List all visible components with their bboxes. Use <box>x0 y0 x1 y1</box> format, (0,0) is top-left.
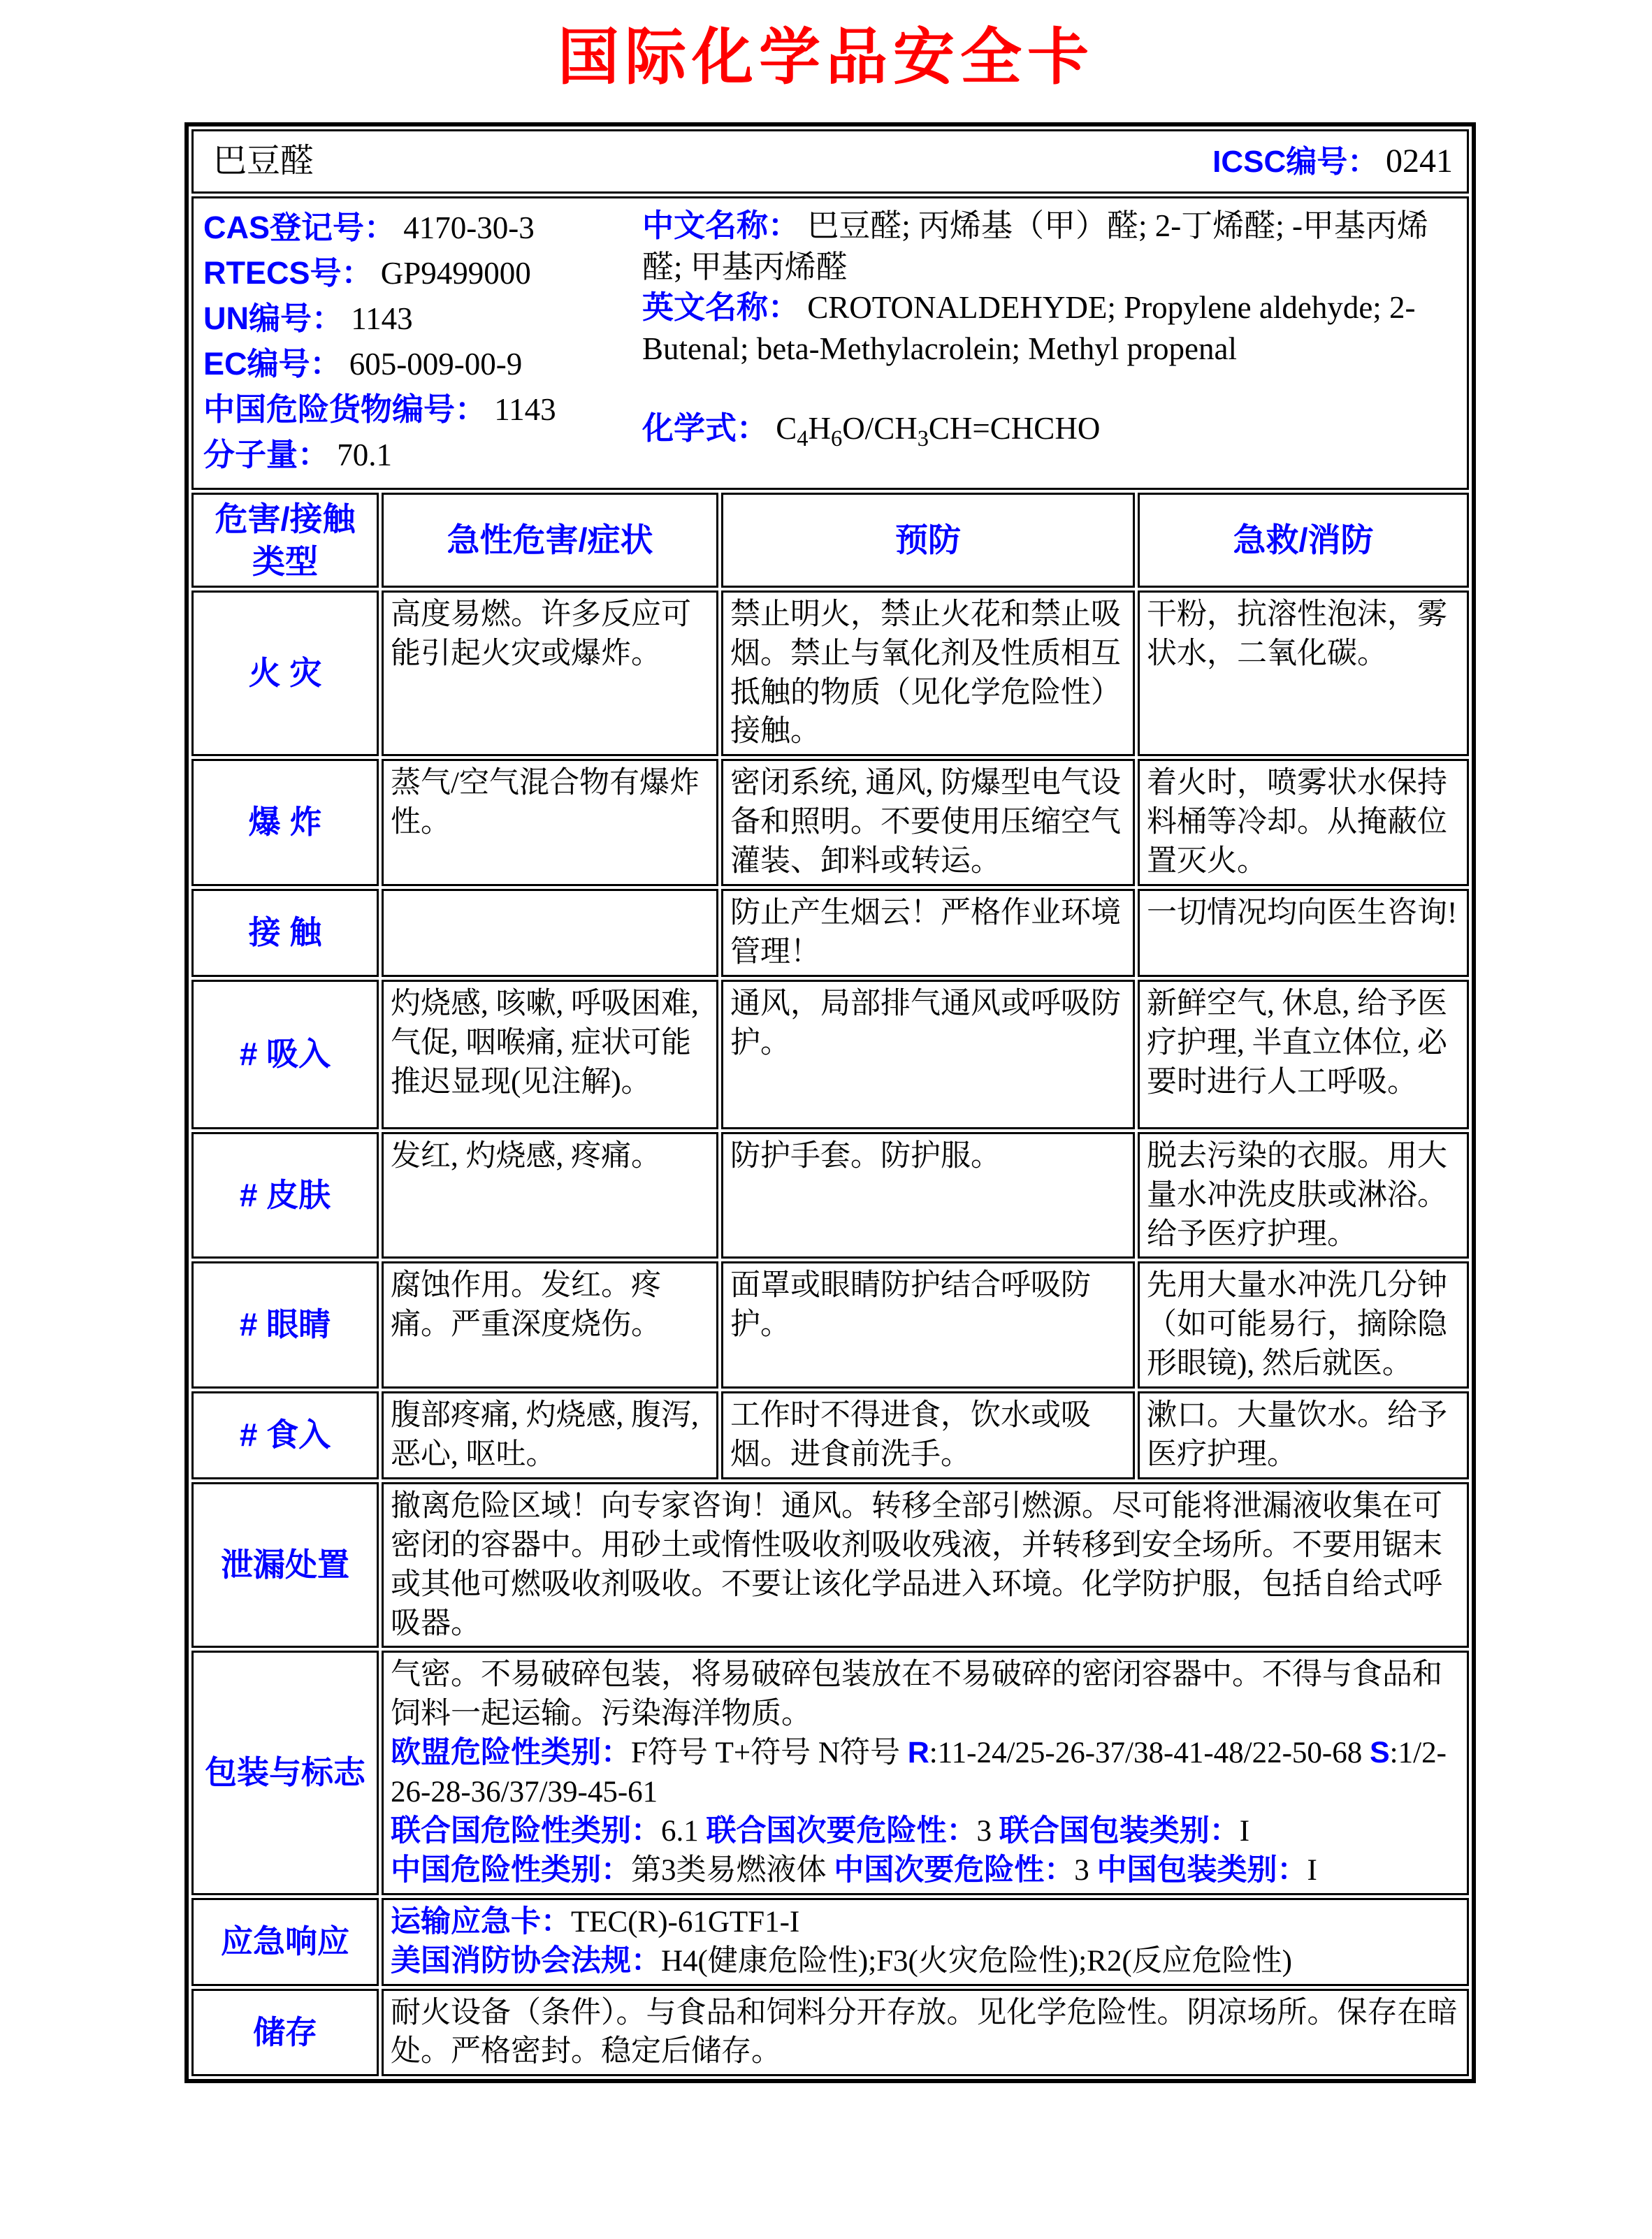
identity-cell <box>191 196 1469 489</box>
packaging-type-cell: 包装与标志 <box>191 1651 379 1894</box>
inhalation-prevention-cell: 通风，局部排气通风或呼吸防护。 <box>721 980 1135 1129</box>
table-row-contact <box>191 889 1469 977</box>
page-title: 国际化学品安全卡 <box>557 22 1094 92</box>
header-symptoms: 急性危害/症状 <box>382 493 718 588</box>
contact-type-cell: 接 触 <box>191 889 379 977</box>
cas-label: CAS登记号： <box>203 210 396 246</box>
identifier-list <box>203 205 642 477</box>
table-row-fire <box>191 590 1469 757</box>
ec-label: EC编号： <box>203 345 342 382</box>
skin-prevention-cell: 防护手套。防护服。 <box>721 1132 1135 1259</box>
eyes-firstaid-cell: 先用大量水冲洗几分钟（如可能易行，摘除隐形眼镜), 然后就医。 <box>1138 1261 1469 1389</box>
name-header-row <box>191 129 1469 194</box>
rtecs-label: RTECS号： <box>203 255 373 291</box>
header-hazard-type: 危害/接触类型 <box>191 493 379 588</box>
name-header-cell <box>191 129 1469 194</box>
icsc-card <box>184 122 1476 2084</box>
storage-content-cell: 耐火设备（条件）。与食品和饲料分开存放。见化学危险性。阴凉场所。保存在暗处。严格密封。稳定后储存。 <box>382 1989 1469 2077</box>
spillage-type-cell: 泄漏处置 <box>191 1482 379 1649</box>
ec-number-line <box>203 342 642 387</box>
cas-number-line <box>203 205 642 251</box>
name-bar <box>201 134 1460 189</box>
icsc-value: 0241 <box>1386 142 1454 180</box>
storage-type-cell: 储存 <box>191 1989 379 2077</box>
explosion-prevention-cell: 密闭系统, 通风, 防爆型电气设备和照明。不要使用压缩空气灌装、卸料或转运。 <box>721 759 1135 886</box>
chinese-name-label: 中文名称： <box>642 208 800 244</box>
skin-symptoms-cell: 发红, 灼烧感, 疼痛。 <box>382 1132 718 1259</box>
cas-value: 4170-30-3 <box>403 210 535 246</box>
eyes-symptoms-cell: 腐蚀作用。发红。疼痛。严重深度烧伤。 <box>382 1261 718 1389</box>
english-name-value: CROTONALDEHYDE; Propylene aldehyde; 2-Butenal; beta-Methylacrolein; Methyl propenal <box>642 290 1416 366</box>
table-row-eyes <box>191 1261 1469 1389</box>
header-prevention: 预防 <box>721 493 1135 588</box>
table-row-emergency <box>191 1898 1469 1986</box>
ec-value: 605-009-00-9 <box>349 346 523 382</box>
rtecs-value: GP9499000 <box>380 256 531 291</box>
explosion-type-cell: 爆 炸 <box>191 759 379 886</box>
chemical-name: 巴豆醛 <box>213 142 314 180</box>
eyes-prevention-cell: 面罩或眼睛防护结合呼吸防护。 <box>721 1261 1135 1389</box>
fire-symptoms-cell: 高度易燃。许多反应可能引起火灾或爆炸。 <box>382 590 718 757</box>
contact-symptoms-cell <box>382 889 718 977</box>
fire-prevention-cell: 禁止明火，禁止火花和禁止吸烟。禁止与氧化剂及性质相互抵触的物质（见化学危险性）接触。 <box>721 590 1135 757</box>
table-row-spillage <box>191 1482 1469 1649</box>
molecular-weight-value: 70.1 <box>337 437 393 472</box>
molecular-weight-line <box>203 433 642 478</box>
names-block <box>642 205 1460 477</box>
explosion-symptoms-cell: 蒸气/空气混合物有爆炸性。 <box>382 759 718 886</box>
table-row-storage <box>191 1989 1469 2077</box>
explosion-firstaid-cell: 着火时，喷雾状水保持料桶等冷却。从掩蔽位置灭火。 <box>1138 759 1469 886</box>
english-names-line <box>642 287 1457 369</box>
china-dg-number-line <box>203 387 642 433</box>
chinese-name-value: 巴豆醛; 丙烯基（甲）醛; 2-丁烯醛; -甲基丙烯醛; 甲基丙烯醛 <box>642 208 1428 284</box>
skin-type-cell: # 皮肤 <box>191 1132 379 1259</box>
table-row-packaging <box>191 1651 1469 1894</box>
table-row-inhalation <box>191 980 1469 1129</box>
china-dg-label: 中国危险货物编号： <box>203 391 487 427</box>
packaging-content-cell: 气密。不易破碎包装，将易破碎包装放在不易破碎的密闭容器中。不得与食品和饲料一起运输。污染海洋物质。 欧盟危险性类别：F符号 T+符号 N符号 R:11-24/25-26-37/38-41-48/22-50-68 S:1/2-26-28-36/37/39-45-61 联合国危险性类别：6.1 联合国次要危险性：3 联合国包装类别：I 中国危险性类别：第3类易燃液体 中国次要危险性：3 中国包装类别：I <box>382 1651 1469 1894</box>
ingestion-firstaid-cell: 漱口。大量饮水。给予医疗护理。 <box>1138 1391 1469 1479</box>
ingestion-type-cell: # 食入 <box>191 1391 379 1479</box>
un-value: 1143 <box>351 300 413 336</box>
identity-row <box>191 196 1469 489</box>
rtecs-number-line <box>203 251 642 296</box>
ingestion-prevention-cell: 工作时不得进食，饮水或吸烟。进食前洗手。 <box>721 1391 1135 1479</box>
contact-prevention-cell: 防止产生烟云！严格作业环境管理！ <box>721 889 1135 977</box>
un-number-line <box>203 296 642 342</box>
icsc-number <box>1212 140 1453 183</box>
spillage-content-cell: 撤离危险区域！向专家咨询！通风。转移全部引燃源。尽可能将泄漏液收集在可密闭的容器中。用砂土或惰性吸收剂吸收残液，并转移到安全场所。不要用锯末或其他可燃吸收剂吸收。不要让该化学品进入环境。化学防护服，包括自给式呼吸器。 <box>382 1482 1469 1649</box>
fire-firstaid-cell: 干粉，抗溶性泡沫，雾状水，二氧化碳。 <box>1138 590 1469 757</box>
ingestion-symptoms-cell: 腹部疼痛, 灼烧感, 腹泻, 恶心, 呕吐。 <box>382 1391 718 1479</box>
inhalation-symptoms-cell: 灼烧感, 咳嗽, 呼吸困难, 气促, 咽喉痛, 症状可能推迟显现(见注解)。 <box>382 980 718 1129</box>
china-dg-value: 1143 <box>494 391 556 427</box>
table-row-skin <box>191 1132 1469 1259</box>
table-row-explosion <box>191 759 1469 886</box>
inhalation-firstaid-cell: 新鲜空气, 休息, 给予医疗护理, 半直立体位, 必要时进行人工呼吸。 <box>1138 980 1469 1129</box>
un-label: UN编号： <box>203 300 343 336</box>
english-name-label: 英文名称： <box>642 289 800 326</box>
molecular-weight-label: 分子量： <box>203 436 330 472</box>
icsc-label: ICSC编号： <box>1212 144 1379 179</box>
header-firstaid: 急救/消防 <box>1138 493 1469 588</box>
emergency-type-cell: 应急响应 <box>191 1898 379 1986</box>
contact-firstaid-cell: 一切情况均向医生咨询! <box>1138 889 1469 977</box>
identity-wrap <box>201 201 1460 484</box>
chinese-names-line <box>642 205 1457 287</box>
skin-firstaid-cell: 脱去污染的衣服。用大量水冲洗皮肤或淋浴。给予医疗护理。 <box>1138 1132 1469 1259</box>
inhalation-type-cell: # 吸入 <box>191 980 379 1129</box>
formula-value: $C_4H_6O/CH_3CH=CHCHO$ <box>776 411 1101 452</box>
formula-label: 化学式： <box>642 410 769 447</box>
emergency-content-cell: 运输应急卡：TEC(R)-61GTF1-I 美国消防协会法规：H4(健康危险性);F3(火灾危险性);R2(反应危险性) <box>382 1898 1469 1986</box>
formula-line <box>642 408 1457 452</box>
fire-type-cell: 火 灾 <box>191 590 379 757</box>
table-row-ingestion <box>191 1391 1469 1479</box>
eyes-type-cell: # 眼睛 <box>191 1261 379 1389</box>
table-header-row <box>191 493 1469 588</box>
